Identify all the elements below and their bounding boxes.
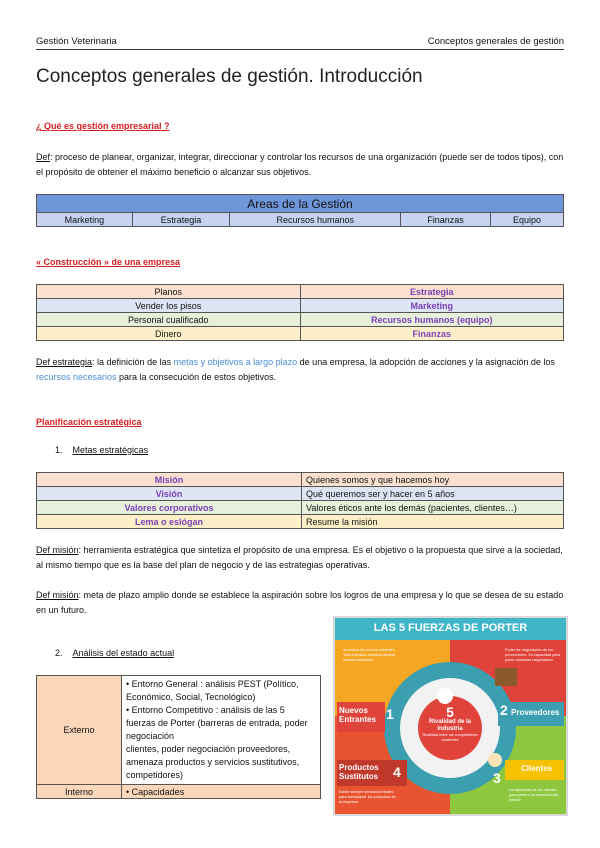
construccion-table (36, 284, 564, 341)
def-text: : la definición de las (92, 357, 174, 367)
header-right: Conceptos generales de gestión (427, 36, 564, 47)
def-text: : proceso de planear, organizar, integrar, direccionar y controlar los recursos de una organización (puede ser de todos tipos), con el propósito de obtener el máximo beneficio o alcanzar sus objetivos. (36, 152, 564, 177)
definition-gestion (36, 150, 564, 180)
porter-force-4: Productos Sustitutos (339, 763, 379, 781)
page-header (36, 36, 564, 50)
question-heading (36, 121, 564, 131)
definition-vision (36, 588, 564, 618)
cell-right: Recursos humanos (equipo) (300, 313, 564, 327)
table-row (37, 299, 564, 313)
cell-right: Qué queremos ser y hacer en 5 años (302, 487, 564, 501)
list-item: • Entorno Competitivo : análisis de las 5 fuerzas de Porter (barreras de entrada, poder negociación (126, 705, 308, 741)
table-row (37, 487, 564, 501)
porter-center (420, 705, 480, 743)
cell-left: Vender los pisos (37, 299, 301, 313)
area-finanzas: Finanzas (401, 213, 491, 227)
metas-subheading (55, 445, 564, 455)
cell-left: Valores corporativos (37, 501, 302, 515)
def-label: Def misión (36, 590, 79, 600)
area-recursos-humanos: Recursos humanos (230, 213, 401, 227)
table-row (37, 313, 564, 327)
porter-title: LAS 5 FUERZAS DE PORTER (373, 622, 528, 634)
porter-num-2: 2 (500, 702, 508, 718)
areas-title: Areas de la Gestión (37, 195, 564, 213)
def-text: de una empresa, la adopción de acciones y la asignación de los (297, 357, 555, 367)
cell-right: Finanzas (300, 327, 564, 341)
porter-num-3: 3 (493, 770, 501, 786)
porter-desc-4: Existe siempre productos fáciles para reemplazar los productos de la empresa (339, 790, 396, 804)
cell-right: Marketing (300, 299, 564, 313)
porter-force-2: Proveedores (511, 708, 560, 717)
area-marketing: Marketing (37, 213, 133, 227)
def-text: : meta de plazo amplio donde se establece la aspiración sobre los logros de una empresa y lo que se desea de su estado en un futuro. (36, 590, 564, 615)
planificacion-text: Planificación estratégica (36, 417, 142, 427)
def-text: : herramienta estratégica que sintetiza el propósito de una empresa. Es el objetivo o la propuesta que sirve a la sociedad, al mismo tiempo que es la base del plan de negocio y de las estrategias operativas. (36, 545, 563, 570)
externo-list (126, 678, 316, 782)
list-number: 1. (55, 445, 63, 455)
planificacion-heading (36, 417, 564, 427)
cell-left: Personal cualificado (37, 313, 301, 327)
porter-force-1: Nuevos Entrantes (339, 706, 376, 724)
porter-desc-3: La capacidad de los clientes para poner a la empresa bajo presión (509, 788, 559, 802)
externo-label: Externo (37, 676, 122, 785)
interno-label: Interno (37, 785, 122, 799)
table-row (37, 285, 564, 299)
porter-num-1: 1 (386, 706, 394, 722)
table-row (37, 473, 564, 487)
porter-desc-1: Amenaza de nuevos entrantes. Todo industria atractiva atraerá nuevas empresas (343, 648, 396, 662)
areas-table (36, 194, 564, 227)
table-row (37, 515, 564, 529)
list-number: 2. (55, 648, 63, 658)
construccion-heading (36, 257, 564, 267)
porter-num-4: 4 (393, 764, 401, 780)
question-text: ¿ Qué es gestión empresarial ? (36, 121, 170, 131)
def-text: para la consecución de estos objetivos. (116, 372, 277, 382)
header-left: Gestión Veterinaria (36, 36, 117, 47)
analisis-label: Análisis del estado actual (72, 648, 175, 658)
cell-right: Resume la misión (302, 515, 564, 529)
definition-mision (36, 543, 564, 573)
def-highlight: recursos necesarios (36, 372, 117, 382)
cell-left: Visión (37, 487, 302, 501)
metas-table (36, 472, 564, 529)
table-row (37, 501, 564, 515)
page-title: Conceptos generales de gestión. Introducción (36, 66, 423, 87)
cell-right: Valores éticos ante los demás (pacientes, clientes…) (302, 501, 564, 515)
area-equipo: Equipo (490, 213, 563, 227)
metas-label: Metas estratégicas (72, 445, 149, 455)
def-label: Def (36, 152, 51, 162)
list-item: • Entorno General : análisis PEST (Político, Económico, Social, Tecnológico) (126, 679, 299, 702)
analisis-table (36, 675, 321, 799)
definition-estrategia (36, 355, 564, 385)
cell-left: Misión (37, 473, 302, 487)
def-label: Def misión (36, 545, 79, 555)
porter-infographic (333, 616, 568, 816)
cell-right: Quienes somos y que hacemos hoy (302, 473, 564, 487)
cell-left: Lema o eslógan (37, 515, 302, 529)
porter-center-sub: Rivalidad entre los competidores existentes (422, 733, 478, 742)
cell-left: Dinero (37, 327, 301, 341)
def-highlight: metas y objetivos a largo plazo (173, 357, 298, 367)
construccion-text: « Construcción » de una empresa (36, 257, 181, 267)
interno-item: • Capacidades (122, 785, 321, 799)
def-label: Def estrategia (36, 357, 93, 367)
area-estrategia: Estrategia (132, 213, 230, 227)
table-row (37, 327, 564, 341)
porter-center-num: 5 (446, 704, 454, 720)
porter-desc-2: Poder de negociación de los proveedores. Su capacidad para poner amenaza negociación (505, 648, 560, 662)
cell-right: Estrategia (300, 285, 564, 299)
list-item: clientes, poder negociación proveedores, amenaza productos y servicios sustitutivos, competidores) (126, 744, 300, 780)
porter-force-3: Clientes (521, 764, 553, 773)
porter-center-title: Rivalidad de la industria (428, 719, 471, 732)
cell-left: Planos (37, 285, 301, 299)
